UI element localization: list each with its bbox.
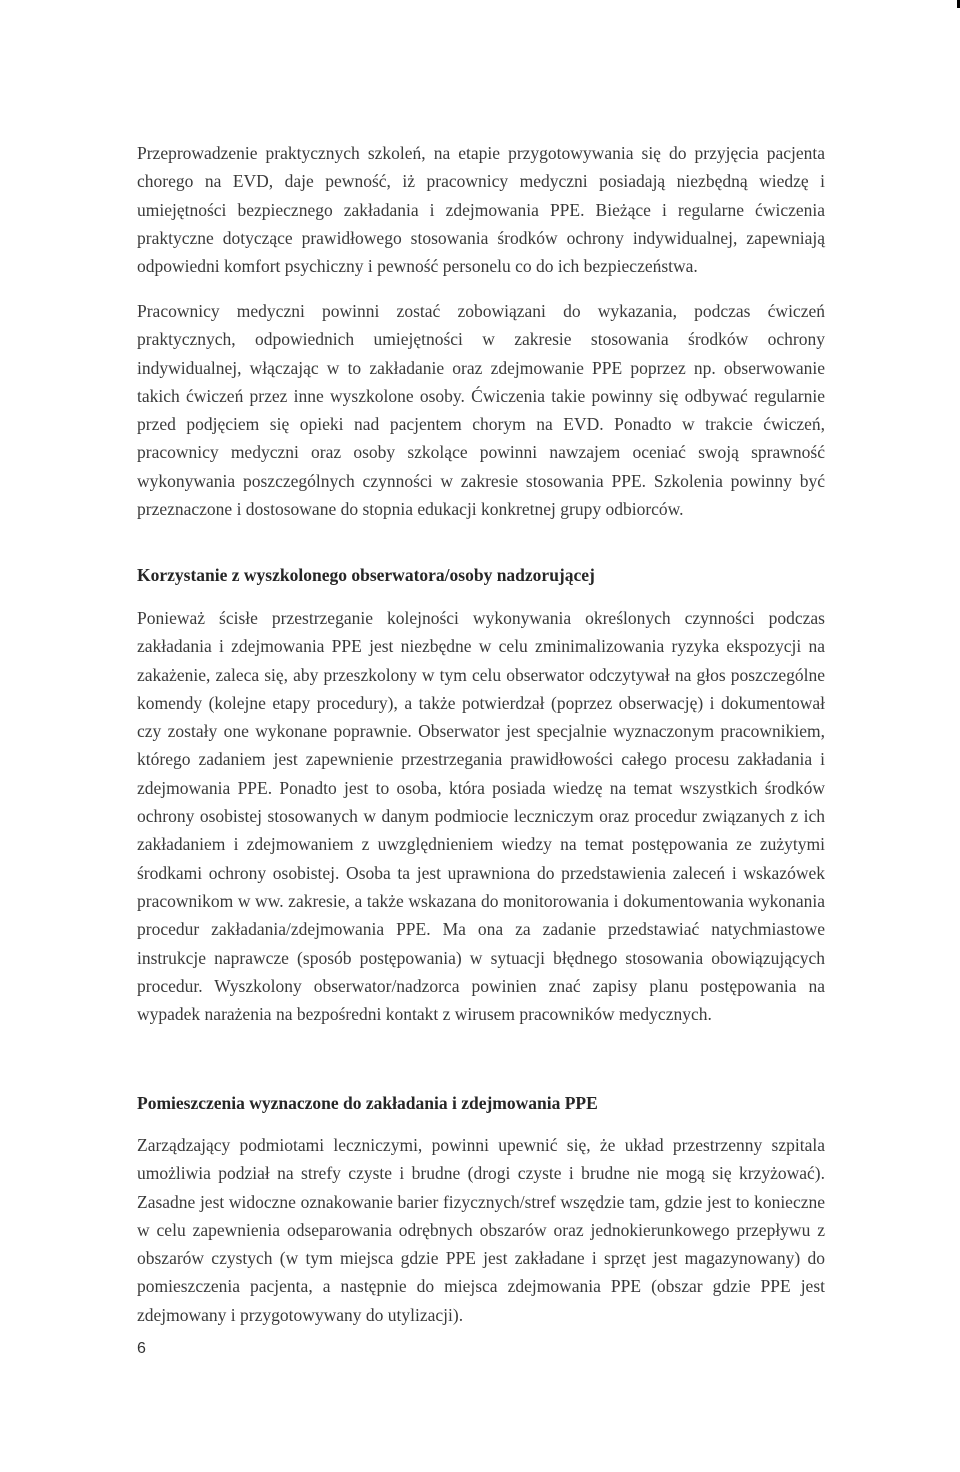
paragraph-obligations: Pracownicy medyczni powinni zostać zobowiązani do wykazania, podczas ćwiczeń praktycznych, odpowiednich umiejętności w zakresie stosowania środków ochrony indywidualnej, włączając w to zakładanie oraz zdejmowanie PPE poprzez np. obserwowanie takich ćwiczeń przez inne wyszkolone osoby. Ćwiczenia takie powinny się odbywać regularnie przed podjęciem się opieki nad pacjentem chorym na EVD. Ponadto w trakcie ćwiczeń, pracownicy medyczni oraz osoby szkolące powinni nawzajem oceniać swoją sprawność wykonywania poszczególnych czynności w zakresie stosowania PPE. Szkolenia powinny być przeznaczone i dostosowane do stopnia edukacji konkretnej grupy odbiorców.	[137, 301, 825, 520]
section-heading-observer: Korzystanie z wyszkolonego obserwatora/osoby nadzorującej	[137, 565, 595, 585]
page-number: 6	[137, 1340, 146, 1357]
paragraph-training: Przeprowadzenie praktycznych szkoleń, na etapie przygotowywania się do przyjęcia pacjenta chorego na EVD, daje pewność, iż pracownicy medyczni posiadają niezbędną wiedzę i umiejętności bezpiecznego zakładania i zdejmowania PPE. Bieżące i regularne ćwiczenia praktyczne dotyczące prawidłowego stosowania środków ochrony indywidualnej, zapewniają odpowiedni komfort psychiczny i pewność personelu co do ich bezpieczeństwa.	[137, 143, 825, 277]
paragraph-rooms: Zarządzający podmiotami leczniczymi, powinni upewnić się, że układ przestrzenny szpitala umożliwia podział na strefy czyste i brudne (drogi czyste i brudne nie mogą się krzyżować). Zasadne jest widoczne oznakowanie barier fizycznych/stref wszędzie tam, gdzie jest to konieczne w celu zapewnienia odseparowania odrębnych obszarów oraz jednokierunkowego przepływu z obszarów czystych (w tym miejsca gdzie PPE jest zakładane i sprzęt jest magazynowany) do pomieszczenia pacjenta, a następnie do miejsca zdejmowania PPE (obszar gdzie PPE jest zdejmowany i przygotowywany do utylizacji).	[137, 1135, 825, 1325]
section-heading-rooms: Pomieszczenia wyznaczone do zakładania i zdejmowania PPE	[137, 1093, 598, 1113]
paragraph-observer: Ponieważ ścisłe przestrzeganie kolejności wykonywania określonych czynności podczas zakładania i zdejmowania PPE jest niezbędne w celu zminimalizowania ryzyka ekspozycji na zakażenie, zaleca się, aby przeszkolony w tym celu obserwator odczytywał na głos poszczególne komendy (kolejne etapy procedury), a także potwierdzał (poprzez obserwację) i dokumentował czy zostały one wykonane poprawnie. Obserwator jest specjalnie wyznaczonym pracownikiem, którego zadaniem jest zapewnienie przestrzegania prawidłowości całego procesu zakładania i zdejmowania PPE. Ponadto jest to osoba, która posiada wiedzę na temat wszystkich środków ochrony osobistej stosowanych w danym podmiocie leczniczym oraz procedur związanych z ich zakładaniem i zdejmowaniem z uwzględnieniem wiedzy na temat postępowania ze zużytymi środkami ochrony osobistej. Osoba ta jest uprawniona do przedstawienia zaleceń i wskazówek pracownikom w ww. zakresie, a także wskazana do monitorowania i dokumentowania wykonania procedur zakładania/zdejmowania PPE. Ma ona za zadanie przedstawiać natychmiastowe instrukcje naprawcze (sposób postępowania) w sytuacji błędnego stosowania obowiązujących procedur. Wyszkolony obserwator/nadzorca powinien znać zapisy planu postępowania na wypadek narażenia na bezpośredni kontakt z wirusem pracowników medycznych.	[137, 608, 825, 1025]
